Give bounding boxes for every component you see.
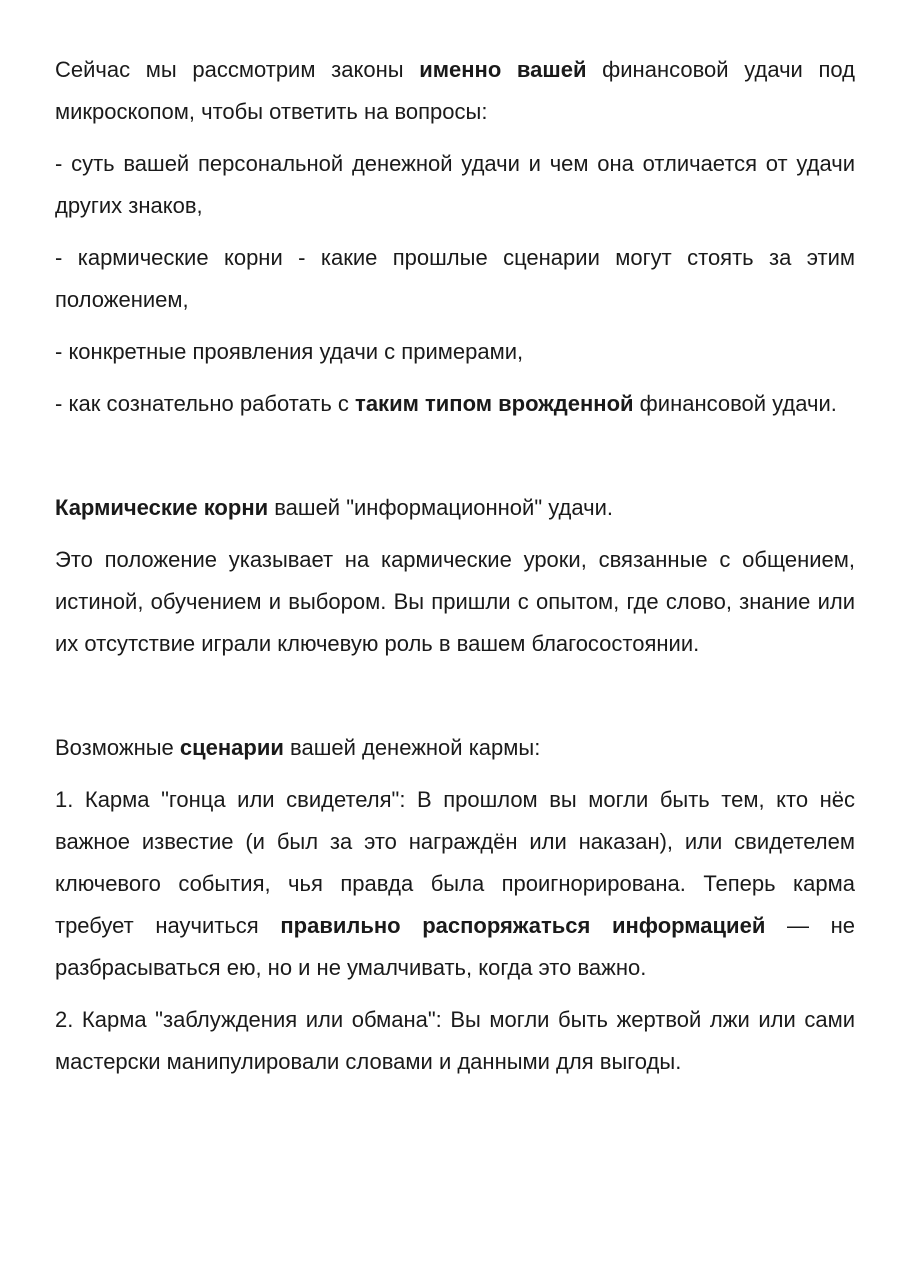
scenarios-heading-bold: сценарии [179, 735, 284, 760]
intro-paragraph [55, 49, 855, 133]
karmic-roots-heading-rest: вашей "информационной" удачи. [268, 495, 613, 520]
karmic-roots-heading-bold: Кармические корни [55, 495, 269, 520]
question-item-4-text-1: - как сознательно работать с [55, 391, 356, 416]
scenario-1 [55, 779, 855, 989]
intro-bold-text: именно вашей [419, 57, 587, 82]
question-item-4-text-2: финансовой удачи. [633, 391, 837, 416]
scenarios-heading-text-2: вашей денежной кармы: [283, 735, 541, 760]
intro-text-2: финансовой удачи под микроскопом, чтобы ответить на вопросы: [55, 57, 855, 124]
scenarios-heading-text-1: Возможные [55, 735, 180, 760]
question-item-4 [55, 383, 855, 425]
scenarios-heading [55, 727, 855, 769]
scenario-2: 2. Карма "заблуждения или обмана": Вы могли быть жертвой лжи или сами мастерски манипулировали словами и данными для выгоды. [55, 1007, 855, 1074]
karmic-roots-heading [55, 487, 855, 529]
section-spacer [55, 675, 855, 727]
question-item-1: - суть вашей персональной денежной удачи и чем она отличается от удачи других знаков, [55, 151, 855, 218]
scenario-1-bold: правильно распоряжаться информацией [280, 913, 766, 938]
intro-text-1: Сейчас мы рассмотрим законы [55, 57, 420, 82]
question-item-4-bold: таким типом врожденной [355, 391, 634, 416]
section-spacer [55, 435, 855, 487]
question-item-2: - кармические корни - какие прошлые сценарии могут стоять за этим положением, [55, 245, 855, 312]
scenario-1-text-2: — не разбрасываться ею, но и не умалчивать, когда это важно. [55, 913, 855, 980]
document-page [55, 49, 855, 1093]
question-item-3: - конкретные проявления удачи с примерами, [55, 339, 524, 364]
scenario-1-text-1: 1. Карма "гонца или свидетеля": В прошлом вы могли быть тем, кто нёс важное известие (и был за это награждён или наказан), или свидетелем ключевого события, чья правда была проигнорирована. Теперь карма требует научиться [55, 787, 855, 938]
karmic-roots-body: Это положение указывает на кармические уроки, связанные с общением, истиной, обучением и выбором. Вы пришли с опытом, где слово, знание или их отсутствие играли ключевую роль в вашем благосостоянии. [55, 547, 855, 656]
